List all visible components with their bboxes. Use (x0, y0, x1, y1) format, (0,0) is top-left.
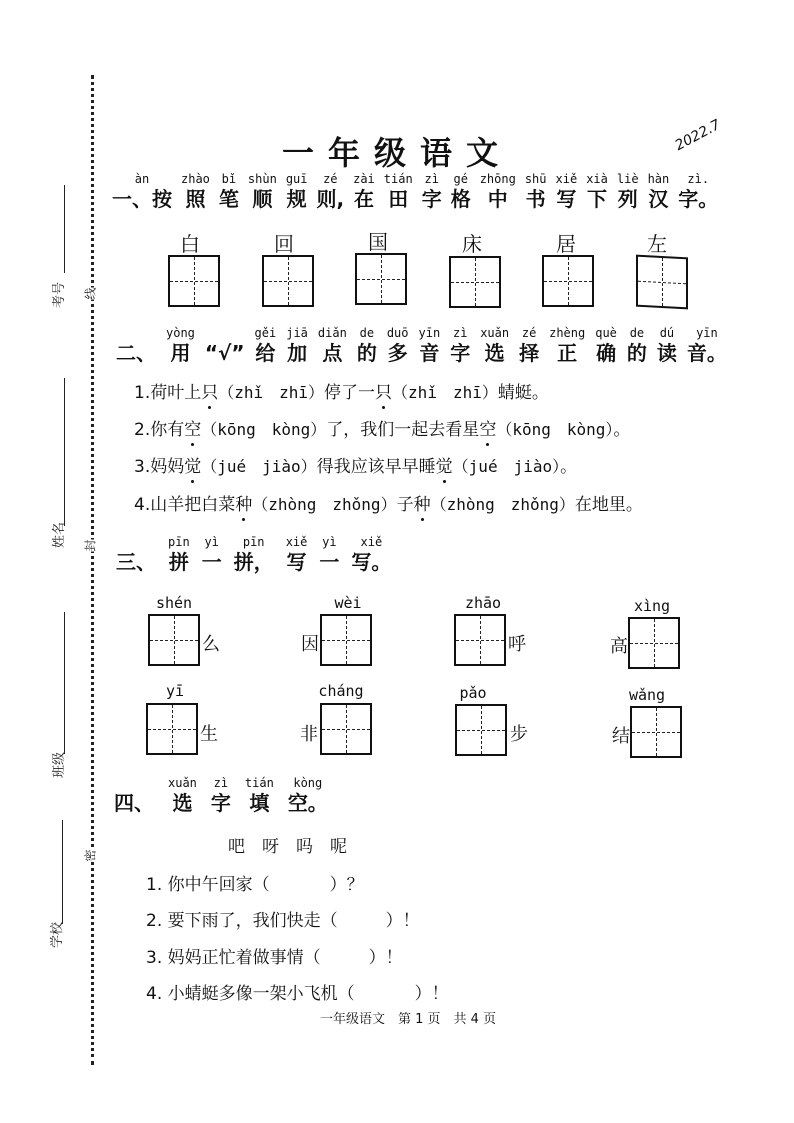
hanzi: 中 (487, 187, 508, 211)
heading-char (116, 326, 156, 366)
heading-char (255, 326, 277, 366)
section3-heading (116, 535, 391, 575)
hanzi: 三、 (116, 550, 156, 574)
pinyin: shū (524, 172, 547, 186)
writing-grid[interactable] (455, 704, 507, 756)
writing-grid[interactable] (542, 255, 594, 307)
heading-char (234, 535, 274, 575)
hanzi: 选 (484, 341, 505, 365)
hanzi: 则, (316, 187, 345, 211)
heading-char (480, 172, 516, 212)
pinyin: liè (616, 172, 639, 186)
writing-grid[interactable] (148, 614, 200, 666)
writing-grid[interactable] (636, 255, 688, 310)
hanzi: “√” (204, 341, 245, 365)
heading-char (387, 326, 409, 366)
heading-char (116, 535, 156, 575)
heading-char (286, 535, 308, 575)
pinyin: zé (323, 172, 338, 186)
heading-char (286, 326, 308, 366)
heading-char (422, 172, 442, 212)
pinyin: xiě (285, 535, 308, 549)
writing-grid[interactable] (355, 253, 407, 305)
page-title: 一年级语文 (281, 134, 512, 172)
school-line (62, 820, 63, 924)
heading-char (166, 326, 195, 366)
hanzi: 写 (286, 550, 307, 574)
word-char: 么 (202, 634, 220, 655)
section2-heading (116, 326, 727, 366)
exam-number-line (64, 185, 65, 273)
heading-char (245, 776, 274, 816)
pinyin: zé (521, 326, 537, 340)
name-label: 姓名 (52, 521, 67, 548)
word-char: 高 (610, 636, 628, 657)
pinyin: de (359, 326, 375, 340)
hanzi: 一、按 (112, 187, 172, 211)
pinyin: pīn (168, 535, 190, 549)
writing-grid[interactable] (449, 256, 501, 308)
heading-char (211, 776, 231, 816)
pinyin-options[interactable]: （kōng kòng） (496, 420, 614, 439)
heading-char (248, 172, 277, 212)
pinyin: xià (586, 172, 608, 186)
fill-blank-item: 1. 你中午回家（ ）？ (146, 875, 364, 895)
hanzi: 的 (356, 341, 377, 365)
fill-blank-item: 4. 小蜻蜓多像一架小飞机（ ）！ (146, 984, 449, 1004)
fill-blank-item: 2. 要下雨了，我们快走（ ）！ (146, 911, 420, 931)
heading-char (648, 172, 670, 212)
pinyin: zì (452, 326, 468, 340)
hanzi: 填 (249, 791, 270, 815)
pinyin: zhōng (479, 172, 516, 186)
pinyin-options[interactable]: （jué jiào） (452, 457, 561, 476)
heading-char (114, 776, 154, 816)
pinyin: pīn (242, 535, 265, 549)
school-label: 学校 (50, 921, 65, 948)
hanzi: 在 (353, 187, 374, 211)
seal-mark-seal: 封 (81, 539, 100, 551)
heading-char (317, 172, 345, 212)
heading-char (519, 326, 539, 366)
model-char: 国 (368, 230, 388, 254)
polyphone-item: 3.妈妈觉（jué jiào）得我应该早早睡觉（jué jiào）。 (134, 457, 578, 477)
date-annotation: 2022.7 (672, 116, 724, 154)
pinyin: zhèng (549, 326, 586, 340)
pinyin: duō (386, 326, 409, 340)
hanzi: 音 (419, 341, 440, 365)
pinyin: àn (134, 172, 150, 186)
heading-char (678, 172, 718, 212)
pinyin: xuǎn (168, 776, 197, 790)
word-choices: 吧 呀 吗 呢 (228, 837, 347, 857)
hanzi: 空。 (287, 791, 328, 815)
pinyin: diǎn (317, 326, 347, 340)
pinyin-prompt: wǎng (628, 686, 666, 704)
hanzi: 确 (596, 341, 617, 365)
heading-char (480, 326, 509, 366)
polyphone-item: 1.荷叶上只（zhǐ zhī）停了一只（zhǐ zhī）蜻蜓。 (134, 383, 549, 403)
hanzi: 点 (322, 341, 343, 365)
word-char: 非 (300, 724, 318, 745)
pinyin-prompt: zhāo (464, 594, 502, 612)
writing-grid[interactable] (628, 617, 680, 669)
pinyin: tián (244, 776, 274, 790)
word-char: 生 (200, 724, 218, 745)
pinyin-options[interactable]: （zhòng zhǒng） (430, 495, 575, 514)
binding-dotted-line (91, 75, 94, 1065)
class-label: 班级 (52, 751, 67, 778)
section4-heading (114, 776, 328, 816)
pinyin-options[interactable]: （zhǐ zhī） (392, 383, 498, 402)
pinyin-prompt: cháng (318, 682, 364, 700)
hanzi: 二、 (116, 341, 156, 365)
heading-char (549, 326, 585, 366)
name-line (64, 378, 65, 526)
writing-grid[interactable] (630, 706, 682, 758)
hanzi: 拼 (168, 550, 189, 574)
hanzi: 读 (656, 341, 677, 365)
pinyin: hàn (647, 172, 670, 186)
word-char: 因 (301, 634, 319, 655)
hanzi: 字 (450, 341, 471, 365)
exam-number-label: 考号 (52, 281, 67, 308)
word-char: 结 (612, 726, 630, 747)
hanzi: 汉 (648, 187, 669, 211)
pinyin: shùn (247, 172, 277, 186)
hanzi: 写。 (351, 550, 392, 574)
pinyin: xuǎn (480, 326, 510, 340)
writing-grid[interactable] (262, 255, 314, 307)
hanzi: 笔 (218, 187, 239, 211)
seal-mark-secret: 密 (81, 849, 100, 861)
hanzi: 字 (421, 187, 442, 211)
pinyin-options[interactable]: （jué jiào） (201, 457, 317, 476)
heading-char (617, 172, 639, 212)
hanzi: 规 (286, 187, 307, 211)
heading-char (202, 535, 222, 575)
heading-char (419, 326, 441, 366)
heading-char (112, 172, 172, 212)
pinyin: què (595, 326, 617, 340)
pinyin: de (629, 326, 645, 340)
pinyin: xiě (360, 535, 383, 549)
pinyin: yīn (418, 326, 441, 340)
pinyin-prompt: yī (165, 682, 185, 700)
writing-grid[interactable] (320, 703, 372, 755)
heading-char (627, 326, 647, 366)
pinyin: gé (453, 172, 468, 186)
hanzi: 给 (255, 341, 276, 365)
hanzi: 一 (319, 550, 340, 574)
pinyin: tián (383, 172, 413, 186)
seal-mark-line: 线 (81, 287, 100, 299)
heading-char (168, 535, 190, 575)
heading-char (168, 776, 197, 816)
pinyin: zì (424, 172, 439, 186)
heading-char (205, 326, 245, 366)
pinyin: yì (322, 535, 337, 549)
pinyin-prompt: wèi (334, 594, 362, 612)
pinyin: dú (659, 326, 675, 340)
writing-grid[interactable] (454, 614, 506, 666)
model-char: 床 (462, 232, 482, 256)
heading-char (556, 172, 578, 212)
writing-grid[interactable] (320, 614, 372, 666)
hanzi: 字。 (678, 187, 719, 211)
word-char: 呼 (508, 634, 526, 655)
word-char: 步 (510, 724, 528, 745)
polyphone-item: 4.山羊把白菜种（zhòng zhǒng）子种（zhòng zhǒng）在地里。 (134, 495, 643, 515)
model-char: 白 (180, 232, 200, 256)
pinyin-options[interactable]: （zhǐ zhī） (218, 383, 325, 402)
hanzi: 拼， (233, 550, 274, 574)
hanzi: 字 (210, 791, 231, 815)
hanzi: 格 (450, 187, 471, 211)
fill-blank-item: 3. 妈妈正忙着做事情（ ）！ (146, 948, 403, 968)
heading-char (219, 172, 239, 212)
pinyin: guī (285, 172, 308, 186)
pinyin: yīn (696, 326, 718, 340)
pinyin: bǐ (221, 172, 237, 186)
heading-char (657, 326, 677, 366)
heading-char (451, 172, 471, 212)
hanzi: 择 (519, 341, 540, 365)
heading-char (318, 326, 347, 366)
model-char: 回 (274, 232, 294, 256)
heading-char (351, 535, 391, 575)
section1-heading (112, 172, 718, 212)
hanzi: 加 (287, 341, 308, 365)
heading-char (181, 172, 210, 212)
hanzi: 书 (525, 187, 546, 211)
hanzi: 一 (201, 550, 222, 574)
pinyin: jiā (286, 326, 308, 340)
writing-grid[interactable] (168, 255, 220, 307)
hanzi: 顺 (252, 187, 273, 211)
pinyin: zì. (687, 172, 710, 186)
pinyin-options[interactable]: （zhòng zhǒng） (252, 495, 397, 514)
hanzi: 的 (626, 341, 647, 365)
hanzi: 照 (185, 187, 206, 211)
heading-char (595, 326, 617, 366)
writing-grid[interactable] (146, 703, 198, 755)
model-char: 左 (647, 232, 667, 256)
pinyin: kòng (293, 776, 323, 790)
pinyin: zhào (181, 172, 210, 186)
heading-char (353, 172, 375, 212)
page-footer: 一年级语文 第 1 页 共 4 页 (320, 1012, 497, 1027)
pinyin: gěi (254, 326, 277, 340)
heading-char (450, 326, 470, 366)
pinyin: zì (213, 776, 229, 790)
hanzi: 四、 (114, 791, 154, 815)
hanzi: 用 (170, 341, 191, 365)
hanzi: 下 (587, 187, 608, 211)
heading-char (357, 326, 377, 366)
heading-char (319, 535, 339, 575)
pinyin: yòng (166, 326, 195, 340)
pinyin-prompt: xìng (633, 597, 671, 615)
hanzi: 音。 (686, 341, 727, 365)
pinyin-prompt: shén (155, 594, 193, 612)
hanzi: 多 (387, 341, 408, 365)
pinyin: xiě (555, 172, 578, 186)
hanzi: 选 (172, 791, 193, 815)
heading-char (525, 172, 547, 212)
hanzi: 正 (557, 341, 578, 365)
polyphone-item: 2.你有空（kōng kòng）了，我们一起去看星空（kōng kòng）。 (134, 420, 631, 440)
pinyin: yì (204, 535, 219, 549)
pinyin: zài (353, 172, 375, 186)
pinyin-options[interactable]: （kōng kòng） (201, 420, 327, 439)
heading-char (586, 172, 608, 212)
model-char: 居 (556, 232, 576, 256)
hanzi: 写 (556, 187, 577, 211)
pinyin-prompt: pǎo (459, 684, 487, 702)
class-line (64, 612, 65, 754)
heading-char (286, 172, 308, 212)
hanzi: 田 (388, 187, 409, 211)
hanzi: 列 (617, 187, 638, 211)
heading-char (288, 776, 328, 816)
heading-char (384, 172, 413, 212)
heading-char (687, 326, 727, 366)
